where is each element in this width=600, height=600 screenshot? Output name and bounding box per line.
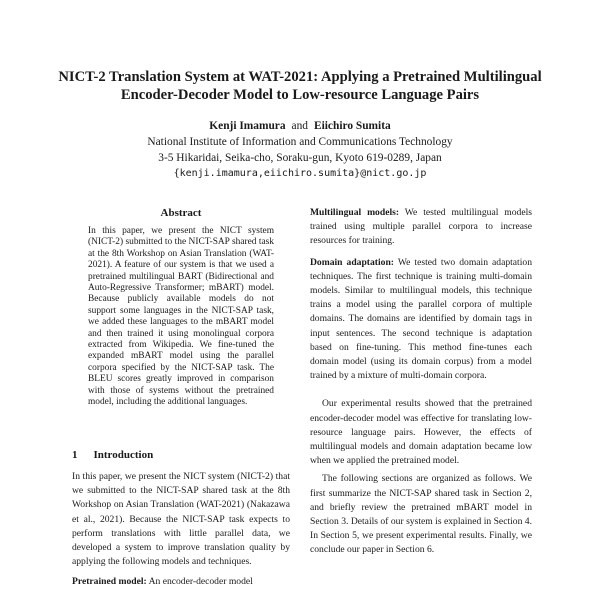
author-email: {kenji.imamura,eiichiro.sumita}@nict.go.jp [173, 168, 427, 179]
pretrained-model-paragraph [72, 575, 290, 589]
multilingual-text: We tested multilingual models trained using multiple parallel corpora to increase resources for training. [310, 207, 532, 247]
affiliation: National Institute of Information and Communications Technology [147, 136, 453, 148]
section-title: Introduction [93, 449, 154, 461]
section-number: 1 [72, 449, 78, 461]
right-column [310, 206, 532, 558]
domain-adaptation-paragraph [310, 256, 532, 384]
intro-column [72, 470, 290, 590]
results-paragraph: Our experimental results showed that the pretrained encoder-decoder model was effective for translating low-resource language pairs. However, the effects of multilingual models and domain adaptation became low when we applied the pretrained model. [310, 398, 532, 467]
abstract-heading: Abstract [160, 207, 202, 219]
author-conjunction: and [291, 120, 308, 132]
paper-title: NICT-2 Translation System at WAT-2021: Applying a Pretrained Multilingual Encoder-Decoder Model to Low-resource Language Pairs [58, 69, 542, 103]
pretrained-model-text: An encoder-decoder model [148, 576, 253, 588]
organization-paragraph: The following sections are organized as follows. We first summarize the NICT-SAP shared task in Section 2, and briefly review the pretrained mBART model in Section 3. Details of our system is explained in Section 4. In Section 5, we present experimental results. Finally, we conclude our paper in Section 6. [310, 473, 532, 556]
multilingual-label: Multilingual models: [310, 207, 400, 218]
domain-adaptation-label: Domain adaptation: [310, 256, 394, 268]
author-block [40, 118, 560, 182]
multilingual-paragraph [310, 206, 532, 249]
abstract-text: In this paper, we present the NICT system (NICT-2) submitted to the NICT-SAP shared task at the 8th Workshop on Asian Translation (WAT-2021). A feature of our system is that we used a pretrained multilingual BART (Bidirectional and Auto-Regressive Transformer; mBART) model. Because publicly available models do not support some languages in the NICT-SAP task, we added these languages to the mBART model and then trained it using monolingual corpora extracted from Wikipedia. We fine-tuned the expanded mBART model using the parallel corpora specified by the NICT-SAP task. The BLEU scores greatly improved in comparison with those of systems without the pretrained model, including the additional languages. [88, 226, 274, 408]
address: 3-5 Hikaridai, Seika-cho, Soraku-gun, Kyoto 619-0289, Japan [158, 152, 442, 164]
intro-paragraph: In this paper, we present the NICT system (NICT-2) that we submitted to the NICT-SAP shared task at the 8th Workshop on Asian Translation (WAT-2021) (Nakazawa et al., 2021). Because the NICT-SAP task expects to perform translations with little parallel data, we developed a system to improve translation quality by applying the following models and techniques. [72, 471, 290, 568]
domain-adaptation-text: We tested two domain adaptation techniques. The first technique is training multi-domain models. Similar to multilingual models, this technique trains a model using the parallel corpora of multiple domains. The domains are identified by domain tags in input sentences. The second technique is adaptation based on fine-tuning. This method fine-tunes each domain model (using its domain corpus) from a model trained by a mixture of multi-domain corpora. [310, 256, 532, 382]
section-heading-introduction [72, 449, 153, 461]
author-2: Eiichiro Sumita [314, 120, 391, 132]
author-1: Kenji Imamura [209, 120, 286, 132]
pretrained-model-label: Pretrained model: [72, 576, 147, 588]
